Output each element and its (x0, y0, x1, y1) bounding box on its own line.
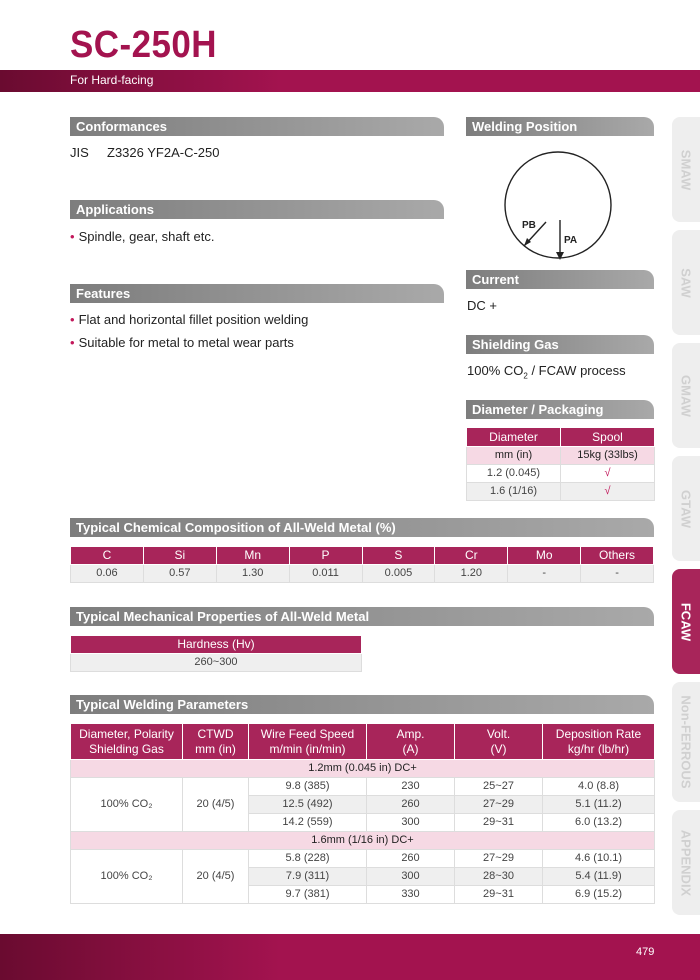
tab-label: APPENDIX (678, 829, 694, 896)
chem-col-cr: Cr (435, 547, 508, 565)
current-heading: Current (466, 270, 654, 289)
chem-value: 1.30 (216, 565, 289, 583)
tab-label: SAW (678, 267, 694, 298)
chem-value: 0.005 (362, 565, 435, 583)
param-gas: 100% CO₂ (71, 850, 183, 904)
chem-value: 0.06 (71, 565, 144, 583)
tab-smaw[interactable] (672, 117, 700, 222)
packaging-check: √ (561, 483, 655, 501)
param-deposition: 5.4 (11.9) (543, 868, 655, 886)
feature-text: Flat and horizontal fillet position welding (78, 312, 309, 327)
tab-label: Non-FERROUS (678, 695, 694, 789)
chem-value: 0.011 (289, 565, 362, 583)
param-wfs: 7.9 (311) (249, 868, 367, 886)
chem-col-mn: Mn (216, 547, 289, 565)
chem-value: 1.20 (435, 565, 508, 583)
chem-col-mo: Mo (508, 547, 581, 565)
packaging-col-spool: Spool (561, 428, 655, 447)
param-group-label: 1.6mm (1/16 in) DC+ (71, 832, 655, 850)
param-deposition: 6.9 (15.2) (543, 886, 655, 904)
param-volt: 28~30 (455, 868, 543, 886)
packaging-check: √ (561, 465, 655, 483)
param-header-line: Wire Feed Speed (260, 726, 355, 741)
conformance-code: Z3326 YF2A-C-250 (107, 145, 220, 160)
tab-label: GMAW (678, 374, 694, 417)
subtitle: For Hard-facing (70, 73, 154, 87)
feature-item: • Suitable for metal to metal wear parts (70, 335, 294, 350)
tab-non-ferrous[interactable] (672, 682, 700, 802)
chem-col-c: C (71, 547, 144, 565)
welding-position-heading: Welding Position (466, 117, 654, 136)
tab-label: GTAW (678, 489, 694, 528)
param-amp: 260 (367, 796, 455, 814)
param-deposition: 4.6 (10.1) (543, 850, 655, 868)
packaging-heading: Diameter / Packaging (466, 400, 654, 419)
param-volt: 27~29 (455, 796, 543, 814)
param-wfs: 5.8 (228) (249, 850, 367, 868)
tab-label: FCAW (678, 602, 694, 641)
chem-col-s: S (362, 547, 435, 565)
param-header-line: m/min (in/min) (269, 741, 346, 756)
chem-col-others: Others (581, 547, 654, 565)
hardness-value: 260~300 (71, 654, 362, 672)
param-header-line: Volt. (486, 726, 511, 741)
param-amp: 300 (367, 814, 455, 832)
conformance-standard: JIS (70, 145, 89, 160)
param-amp: 300 (367, 868, 455, 886)
chem-value: - (581, 565, 654, 583)
param-wfs: 9.8 (385) (249, 778, 367, 796)
param-header-line: mm (in) (195, 741, 236, 756)
mechanical-heading: Typical Mechanical Properties of All-Weld Metal (70, 607, 654, 626)
param-gas: 100% CO₂ (71, 778, 183, 832)
param-volt: 29~31 (455, 886, 543, 904)
param-header-line: (V) (490, 741, 507, 756)
param-group-label: 1.2mm (0.045 in) DC+ (71, 760, 655, 778)
param-volt: 27~29 (455, 850, 543, 868)
shielding-gas-heading: Shielding Gas (466, 335, 654, 354)
pa-arrowhead-icon (556, 252, 564, 260)
packaging-diameter: 1.2 (0.045) (467, 465, 561, 483)
param-col-wfs (249, 724, 367, 760)
param-col-amp (367, 724, 455, 760)
parameters-heading: Typical Welding Parameters (70, 695, 654, 714)
param-volt: 29~31 (455, 814, 543, 832)
parameters-table (70, 723, 655, 904)
hardness-header: Hardness (Hv) (71, 636, 362, 654)
param-wfs: 14.2 (559) (249, 814, 367, 832)
param-header-line: Diameter, Polarity (79, 726, 174, 741)
param-col-volt (455, 724, 543, 760)
param-ctwd: 20 (4/5) (183, 778, 249, 832)
tab-label: SMAW (678, 149, 694, 190)
param-volt: 25~27 (455, 778, 543, 796)
tab-gtaw[interactable] (672, 456, 700, 561)
tab-appendix[interactable] (672, 810, 700, 915)
tab-saw[interactable] (672, 230, 700, 335)
application-item: • Spindle, gear, shaft etc. (70, 229, 215, 244)
param-deposition: 4.0 (8.8) (543, 778, 655, 796)
feature-item: • Flat and horizontal fillet position welding (70, 312, 309, 327)
current-value: DC + (467, 298, 497, 313)
param-header-line: Amp. (396, 726, 425, 741)
packaging-table (466, 427, 655, 501)
page-number: 479 (636, 946, 655, 958)
param-col-ctwd (183, 724, 249, 760)
pb-label: PB (522, 220, 536, 231)
param-deposition: 6.0 (13.2) (543, 814, 655, 832)
chem-col-si: Si (143, 547, 216, 565)
gas-prefix: 100% CO (467, 363, 524, 378)
param-header-line: (A) (402, 741, 419, 756)
param-wfs: 12.5 (492) (249, 796, 367, 814)
pa-label: PA (564, 235, 578, 246)
packaging-col-diameter: Diameter (467, 428, 561, 447)
param-header-line: CTWD (197, 726, 234, 741)
gas-subscript: 2 (523, 371, 528, 381)
chem-col-p: P (289, 547, 362, 565)
conformances-heading: Conformances (70, 117, 444, 136)
chem-value: 0.57 (143, 565, 216, 583)
gas-suffix: / FCAW process (527, 363, 626, 378)
param-ctwd: 20 (4/5) (183, 850, 249, 904)
param-col-deposition (543, 724, 655, 760)
feature-text: Suitable for metal to metal wear parts (78, 335, 294, 350)
packaging-unit-diameter: mm (in) (467, 447, 561, 465)
features-heading: Features (70, 284, 444, 303)
chemical-heading: Typical Chemical Composition of All-Weld Metal (%) (70, 518, 654, 537)
packaging-unit-spool: 15kg (33lbs) (561, 447, 655, 465)
application-text: Spindle, gear, shaft etc. (78, 229, 215, 244)
footer-bar (0, 934, 700, 980)
welding-position-diagram (496, 150, 626, 270)
position-circle-icon (505, 152, 611, 258)
param-header-line: kg/hr (lb/hr) (567, 741, 630, 756)
param-header-line: Shielding Gas (89, 741, 164, 756)
packaging-diameter: 1.6 (1/16) (467, 483, 561, 501)
mechanical-table (70, 635, 362, 672)
chemical-table (70, 546, 654, 583)
param-header-line: Deposition Rate (555, 726, 642, 741)
applications-heading: Applications (70, 200, 444, 219)
param-wfs: 9.7 (381) (249, 886, 367, 904)
page-title: SC-250H (70, 24, 218, 66)
param-col-diameter (71, 724, 183, 760)
param-amp: 260 (367, 850, 455, 868)
param-amp: 230 (367, 778, 455, 796)
param-deposition: 5.1 (11.2) (543, 796, 655, 814)
tab-gmaw[interactable] (672, 343, 700, 448)
tab-fcaw[interactable] (672, 569, 700, 674)
chem-value: - (508, 565, 581, 583)
shielding-gas-value (467, 363, 626, 381)
param-amp: 330 (367, 886, 455, 904)
